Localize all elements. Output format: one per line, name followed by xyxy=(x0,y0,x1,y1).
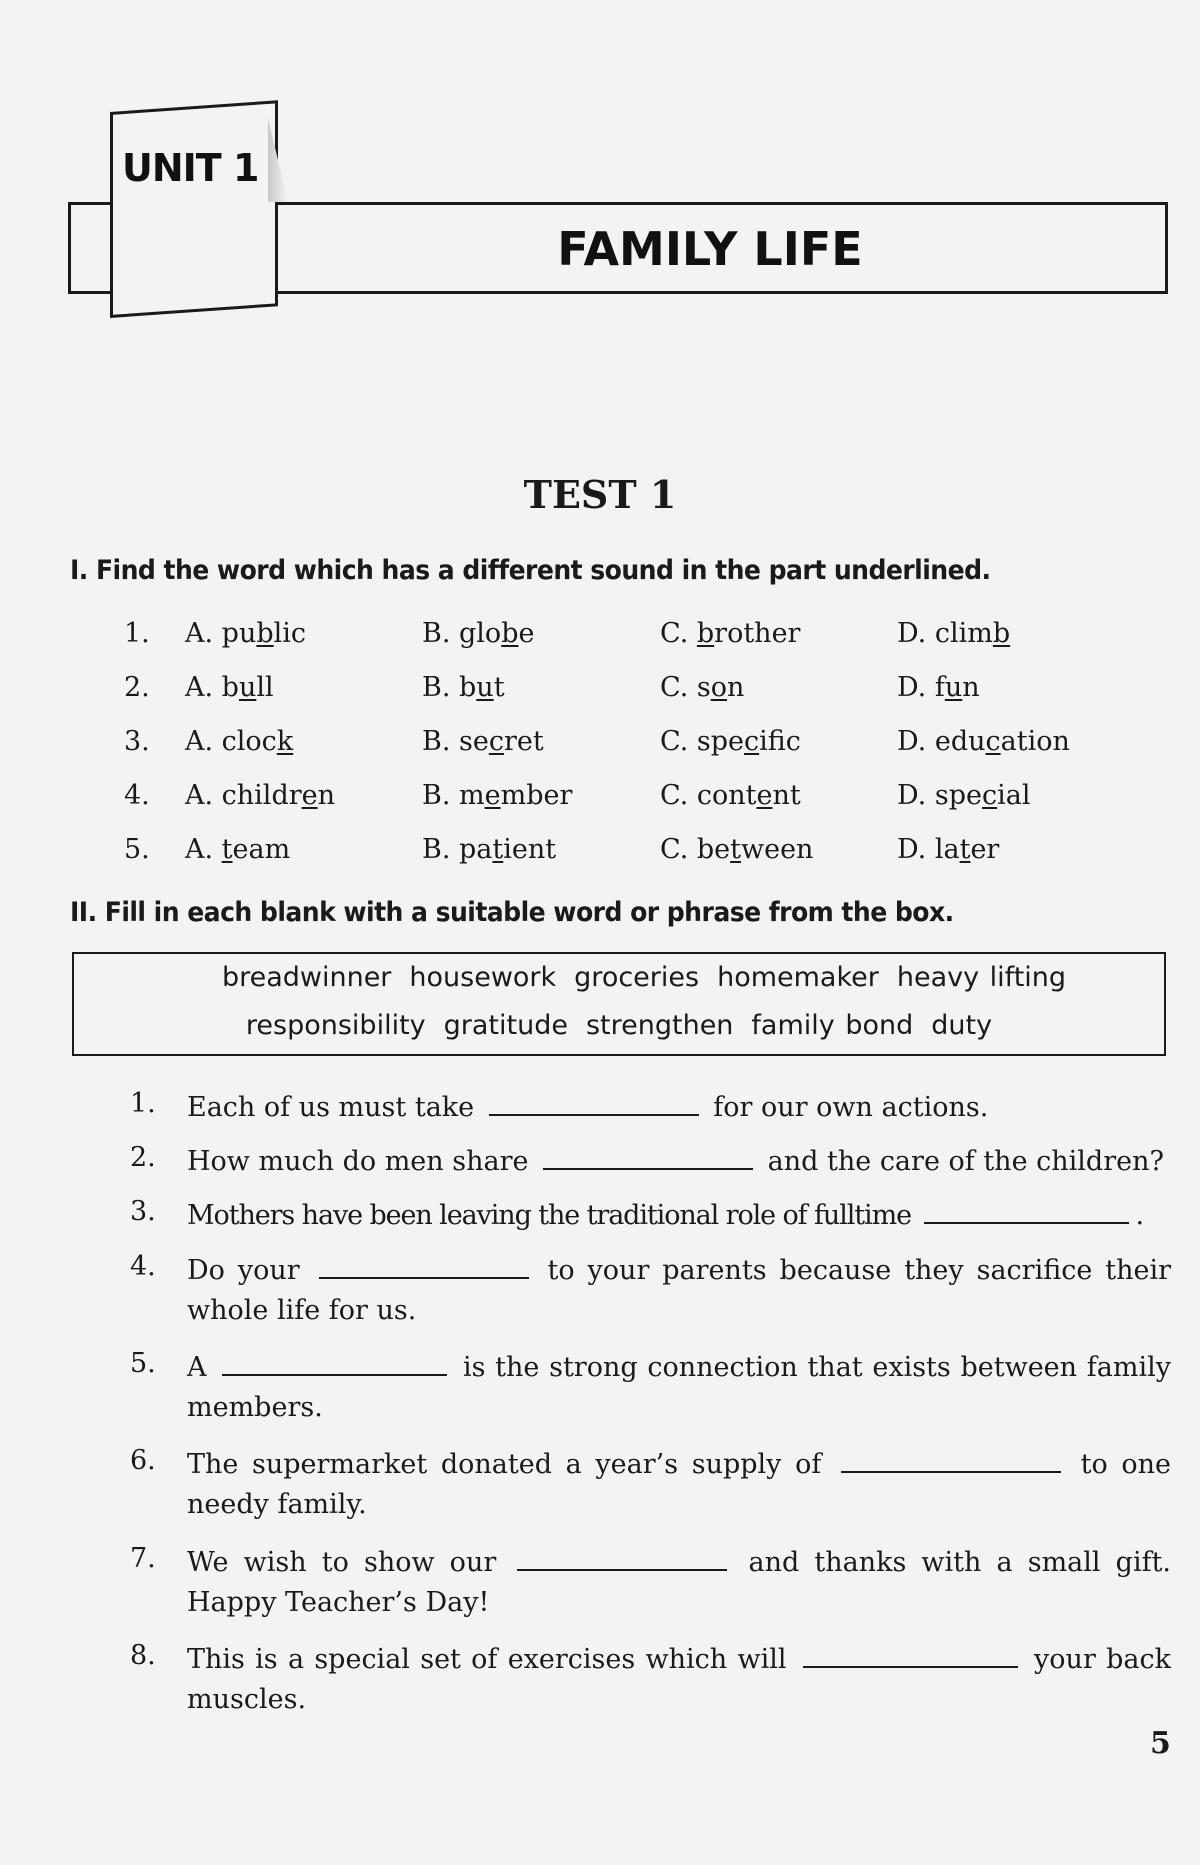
answer-blank[interactable] xyxy=(222,1352,447,1376)
question-text: A is the strong connection that exists between family members. xyxy=(187,1352,1171,1423)
unit-label: UNIT 1 xyxy=(122,146,259,190)
option-a[interactable]: A. team xyxy=(185,834,291,865)
underlined-part: t xyxy=(492,834,504,865)
word-option: housework xyxy=(409,962,557,993)
answer-blank[interactable] xyxy=(489,1092,699,1116)
underlined-part: k xyxy=(276,726,294,757)
underlined-part: e xyxy=(756,780,773,811)
underlined-part: c xyxy=(743,726,760,757)
word-option: responsibility xyxy=(245,1010,426,1041)
option-d[interactable]: D. special xyxy=(897,780,1031,811)
underlined-part: c xyxy=(985,726,1001,757)
word-option: strengthen xyxy=(585,1010,734,1041)
option-c[interactable]: C. son xyxy=(660,672,745,703)
word-option: gratitude xyxy=(443,1010,568,1041)
question-text: Mothers have been leaving the traditional role of fulltime . xyxy=(187,1200,1143,1231)
test-title: TEST 1 xyxy=(523,472,677,517)
option-c[interactable]: C. specific xyxy=(660,726,801,757)
word-option: breadwinner xyxy=(221,962,392,993)
item-number: 4. xyxy=(124,780,150,811)
word-box-line-2 xyxy=(74,1010,1164,1041)
question-number: 3. xyxy=(130,1196,156,1227)
word-option: heavy lifting xyxy=(896,962,1067,993)
unit-card xyxy=(110,100,278,318)
question-text: Do your to your parents because they sacrifice their whole life for us. xyxy=(187,1255,1172,1326)
pronunciation-item xyxy=(0,726,1200,766)
underlined-part: c xyxy=(981,780,998,811)
word-option: family bond xyxy=(751,1010,914,1041)
question-number: 5. xyxy=(130,1348,156,1379)
question-text: The supermarket donated a year’s supply of to one needy family. xyxy=(187,1449,1171,1520)
underlined-part: b xyxy=(992,618,1011,649)
answer-blank[interactable] xyxy=(517,1547,727,1571)
underlined-part: e xyxy=(484,780,501,811)
pronunciation-item xyxy=(0,834,1200,874)
page-number: 5 xyxy=(1150,1726,1171,1761)
underlined-part: t xyxy=(221,834,233,865)
underlined-part: u xyxy=(476,672,494,703)
unit-title: FAMILY LIFE xyxy=(557,222,863,276)
question-number: 1. xyxy=(130,1088,156,1119)
option-b[interactable]: B. but xyxy=(422,672,505,703)
word-option: homemaker xyxy=(717,962,879,993)
option-a[interactable]: A. clock xyxy=(185,726,294,757)
underlined-part: u xyxy=(238,672,257,703)
word-box xyxy=(72,952,1166,1056)
question-text: How much do men share and the care of the children? xyxy=(187,1146,1164,1177)
item-number: 5. xyxy=(124,834,150,865)
option-c[interactable]: C. between xyxy=(660,834,814,865)
answer-blank[interactable] xyxy=(543,1146,753,1170)
option-a[interactable]: A. bull xyxy=(185,672,274,703)
answer-blank[interactable] xyxy=(924,1200,1129,1224)
underlined-part: e xyxy=(301,780,318,811)
underlined-part: t xyxy=(730,834,741,865)
underlined-part: o xyxy=(710,672,727,703)
option-a[interactable]: A. public xyxy=(185,618,307,649)
section-1-title: I. Find the word which has a different sound in the part underlined. xyxy=(70,555,991,586)
option-c[interactable]: C. brother xyxy=(660,618,801,649)
underlined-part: t xyxy=(959,834,971,865)
pronunciation-item xyxy=(0,618,1200,658)
question-text: Each of us must take for our own actions. xyxy=(187,1092,989,1123)
question-number: 8. xyxy=(130,1640,156,1671)
question-number: 2. xyxy=(130,1142,156,1173)
word-option: duty xyxy=(931,1010,993,1041)
underlined-part: b xyxy=(501,618,519,649)
underlined-part: b xyxy=(696,618,715,649)
option-d[interactable]: D. later xyxy=(897,834,1000,865)
option-d[interactable]: D. fun xyxy=(897,672,980,703)
section-2-title: II. Fill in each blank with a suitable word or phrase from the box. xyxy=(70,897,954,928)
word-option: groceries xyxy=(574,962,700,993)
answer-blank[interactable] xyxy=(841,1449,1061,1473)
item-number: 2. xyxy=(124,672,150,703)
option-b[interactable]: B. member xyxy=(422,780,573,811)
pronunciation-item xyxy=(0,672,1200,712)
option-d[interactable]: D. education xyxy=(897,726,1070,757)
option-c[interactable]: C. content xyxy=(660,780,801,811)
question-number: 6. xyxy=(130,1445,156,1476)
word-box-line-1 xyxy=(74,962,1164,993)
question-text: We wish to show our and thanks with a small gift. Happy Teacher’s Day! xyxy=(187,1547,1171,1618)
answer-blank[interactable] xyxy=(803,1644,1018,1668)
option-b[interactable]: B. patient xyxy=(422,834,557,865)
question-number: 4. xyxy=(130,1251,156,1282)
option-d[interactable]: D. climb xyxy=(897,618,1011,649)
question-text: This is a special set of exercises which will your back muscles. xyxy=(187,1644,1171,1715)
option-a[interactable]: A. children xyxy=(185,780,336,811)
answer-blank[interactable] xyxy=(319,1255,529,1279)
option-b[interactable]: B. secret xyxy=(422,726,544,757)
underlined-part: c xyxy=(488,726,504,757)
underlined-part: b xyxy=(256,618,274,649)
item-number: 3. xyxy=(124,726,150,757)
underlined-part: u xyxy=(944,672,963,703)
option-b[interactable]: B. globe xyxy=(422,618,535,649)
question-number: 7. xyxy=(130,1543,156,1574)
item-number: 1. xyxy=(124,618,150,649)
pronunciation-item xyxy=(0,780,1200,820)
